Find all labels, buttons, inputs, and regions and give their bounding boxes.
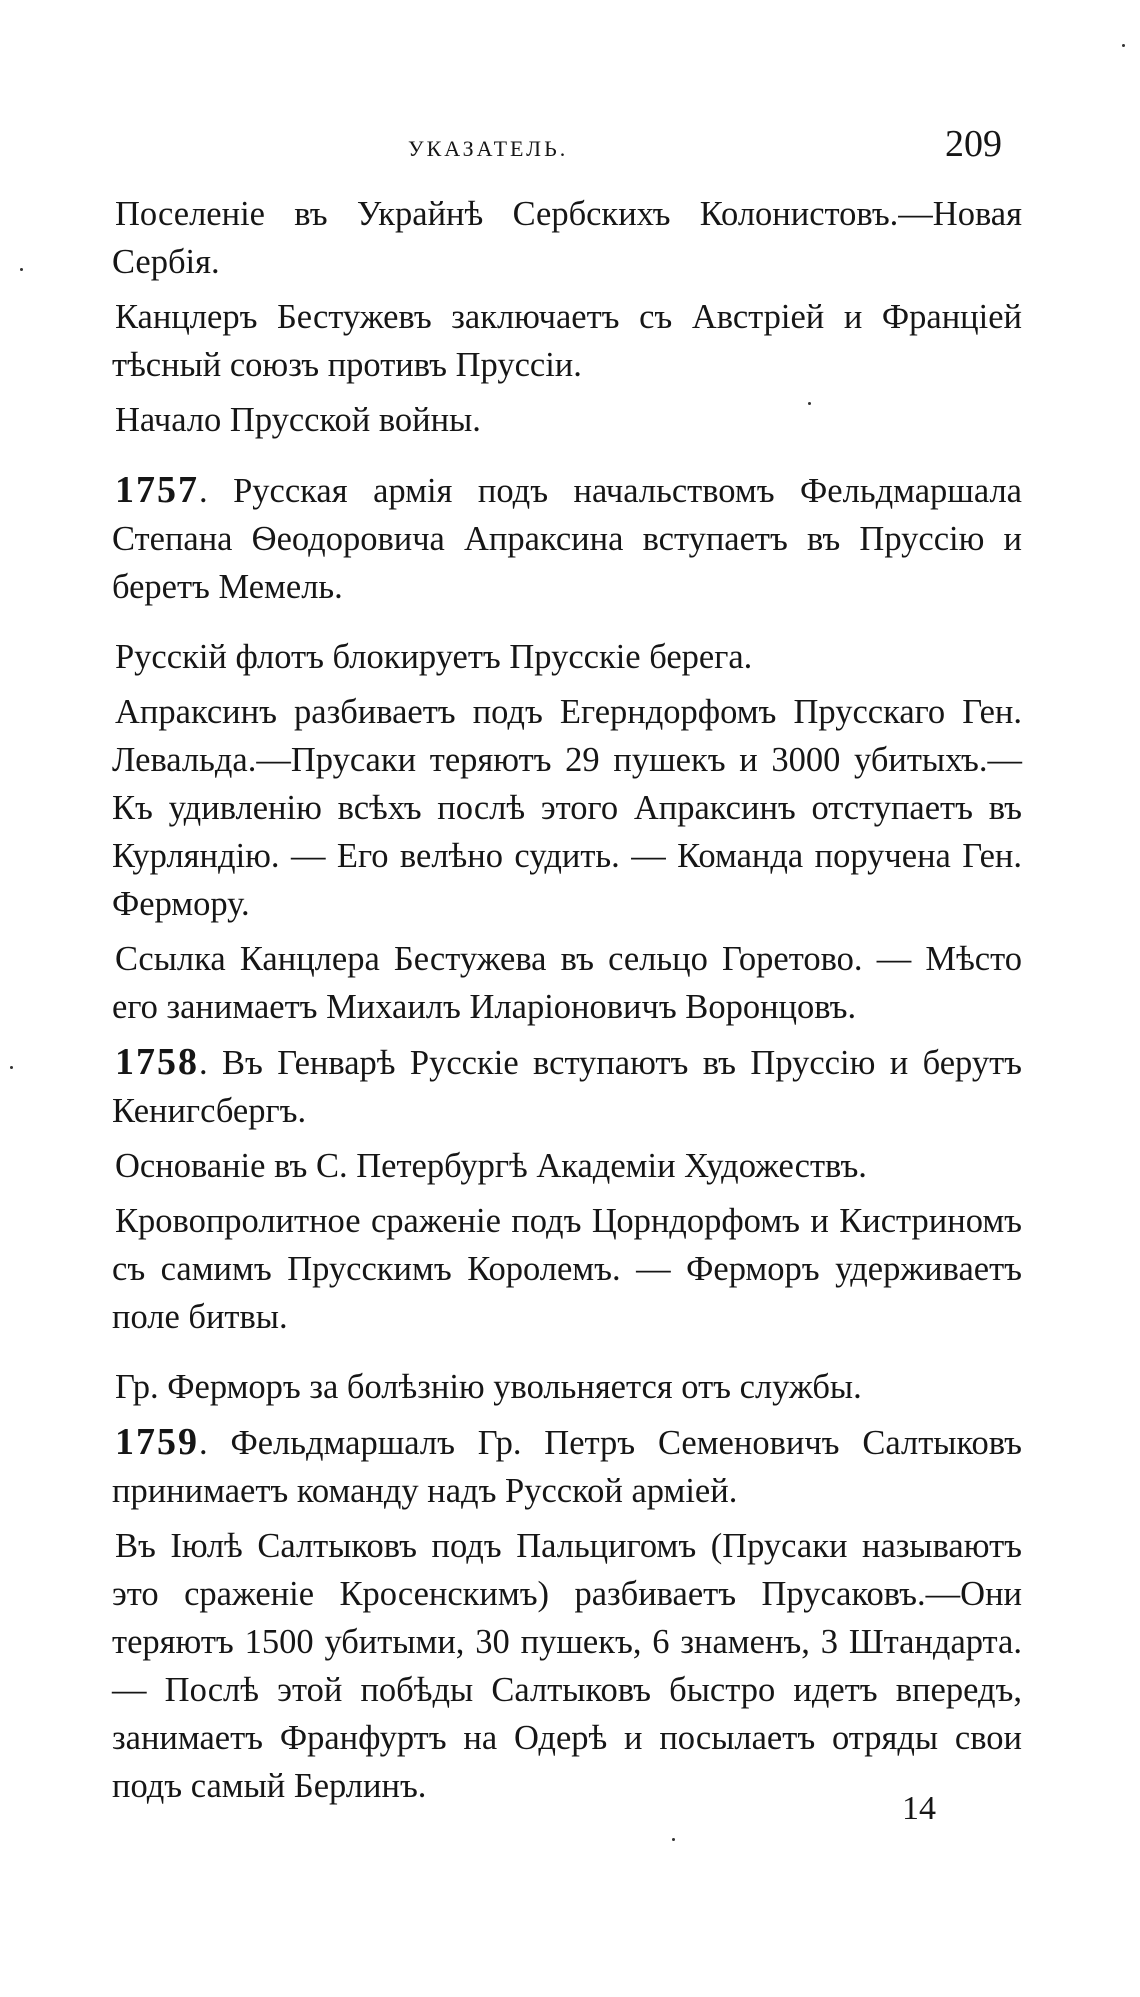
scan-speck: [808, 402, 811, 405]
entry-paragraph: [112, 1522, 1022, 1810]
entry-text: . Въ Генварѣ Русскіе вступаютъ въ Пруссію и берутъ Кенигсбергъ.: [112, 1044, 1022, 1130]
entry-paragraph: [112, 688, 1022, 928]
entry-text: Апраксинъ разбиваетъ подъ Егерндорфомъ Прусскаго Ген. Левальда.—Прусаки теряютъ 29 пушекъ и 3000 убитыхъ.—Къ удивленію всѣхъ послѣ этого Апраксинъ отступаетъ въ Курляндію. — Его велѣно судить. — Команда поручена Ген. Фермору.: [112, 693, 1022, 923]
entry-text: Гр. Ферморъ за болѣзнію увольняется отъ службы.: [115, 1368, 862, 1406]
entry-text: Канцлеръ Бестужевъ заключаетъ съ Австріей и Франціей тѣсный союзъ противъ Пруссіи.: [112, 298, 1022, 384]
entry-paragraph: [112, 1418, 1022, 1515]
entry-paragraph: [112, 190, 1022, 286]
entry-text: . Фельдмаршалъ Гр. Петръ Семеновичъ Салтыковъ принимаетъ команду надъ Русской арміей.: [112, 1424, 1022, 1510]
entry-paragraph: [112, 1142, 1022, 1190]
entry-paragraph: [112, 1363, 1022, 1411]
entry-paragraph: [112, 935, 1022, 1031]
entry-text: Кровопролитное сраженіе подъ Цорндорфомъ и Кистриномъ съ самимъ Прусскимъ Королемъ. — Ферморъ удерживаетъ поле битвы.: [112, 1202, 1022, 1336]
year-heading: 1759: [115, 1421, 199, 1463]
scan-speck: [20, 268, 23, 271]
entry-paragraph: [112, 1038, 1022, 1135]
scan-speck: [10, 1066, 13, 1069]
entry-paragraph: [112, 396, 1022, 444]
page-number: 209: [945, 123, 1002, 165]
index-entries: [112, 190, 1022, 1817]
running-head: УКАЗАТЕЛЬ.: [408, 136, 569, 161]
signature-mark: 14: [902, 1790, 936, 1827]
page-header: [0, 122, 1140, 172]
entry-text: Въ Іюлѣ Салтыковъ подъ Пальцигомъ (Прусаки называютъ это сраженіе Кросенскимъ) разбиваетъ Прусаковъ.—Они теряютъ 1500 убитыми, 30 пушекъ, 6 знаменъ, 3 Штандарта. — Послѣ этой побѣды Салтыковъ быстро идетъ впередъ, занимаетъ Франфуртъ на Одерѣ и посылаетъ отряды свои подъ самый Берлинъ.: [112, 1527, 1022, 1805]
scan-speck: [1122, 44, 1125, 47]
entry-text: Начало Прусской войны.: [115, 401, 481, 439]
scan-speck: [672, 1838, 675, 1841]
entry-text: Русскій флотъ блокируетъ Прусскіе берега.: [115, 638, 753, 676]
entry-text: Поселеніе въ Украйнѣ Сербскихъ Колонистовъ.—Новая Сербія.: [112, 195, 1022, 281]
entry-text: . Русская армія подъ начальствомъ Фельдмаршала Степана Ѳеодоровича Апраксина вступаетъ въ Пруссію и беретъ Мемель.: [112, 472, 1022, 606]
entry-paragraph: [112, 466, 1022, 611]
year-heading: 1757: [115, 469, 199, 511]
year-heading: 1758: [115, 1041, 199, 1083]
entry-text: Основаніе въ С. Петербургѣ Академіи Художествъ.: [115, 1147, 867, 1185]
entry-text: Ссылка Канцлера Бестужева въ сельцо Горетово. — Мѣсто его занимаетъ Михаилъ Иларіоновичъ Воронцовъ.: [112, 940, 1022, 1026]
entry-paragraph: [112, 1197, 1022, 1341]
entry-paragraph: [112, 293, 1022, 389]
entry-paragraph: [112, 633, 1022, 681]
